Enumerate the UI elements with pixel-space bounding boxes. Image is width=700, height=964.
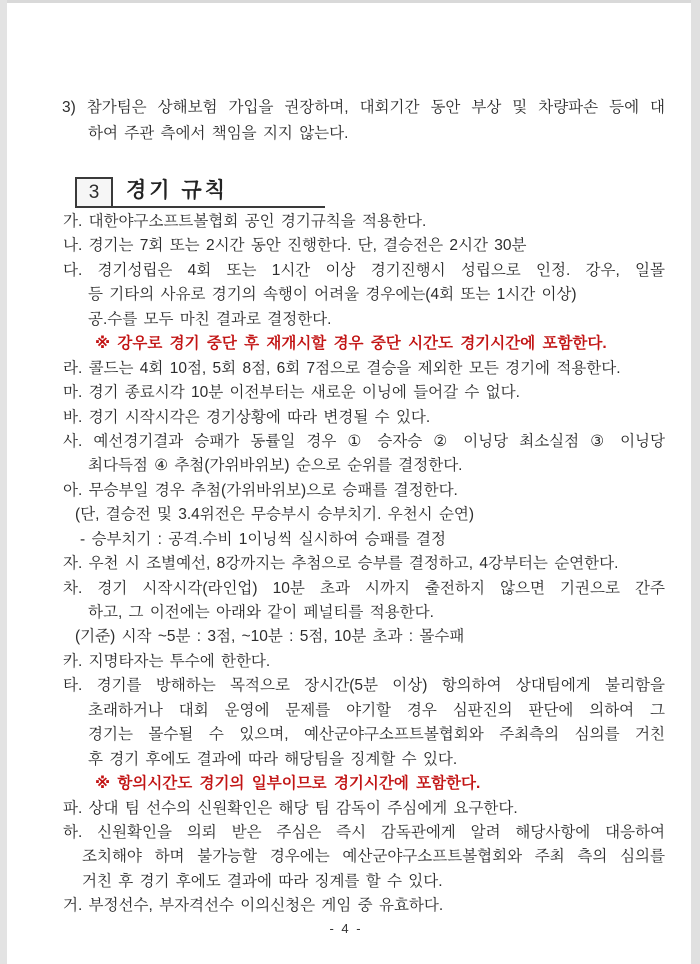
intro-line: 하여 주관 측에서 책임을 지지 않는다. [88, 125, 349, 142]
rule-line: 자. 우천 시 조별예선, 8강까지는 추첨으로 승부를 결정하고, 4강부터는 순연한다. [63, 555, 619, 573]
rule-line: 사. 예선경기결과 승패가 동률일 경우 ① 승자승 ② 이닝당 최소실점 ③ 이닝당 [63, 432, 665, 450]
rule-line: 파. 상대 팀 선수의 신원확인은 해당 팀 감독이 주심에게 요구한다. [63, 799, 518, 817]
rule-line: 카. 지명타자는 투수에 한한다. [63, 652, 271, 670]
rule-line: 경기는 몰수될 수 있으며, 예산군야구소프트볼협회와 주최측의 심의를 거친 [88, 726, 665, 744]
intro-paragraph [62, 95, 665, 147]
rule-line: 후 경기 후에도 결과에 따라 해당팀을 징계할 수 있다. [88, 750, 458, 768]
rule-line: 가. 대한야구소프트볼협회 공인 경기규칙을 적용한다. [63, 213, 427, 230]
rule-line: 거. 부정선수, 부자격선수 이의신청은 게임 중 유효하다. [63, 897, 444, 915]
section-header [75, 174, 325, 208]
rule-line: 라. 콜드는 4회 10점, 5회 8점, 6회 7점으로 결승을 제외한 모든 경기에 적용한다. [63, 359, 621, 377]
section-number-box [75, 177, 113, 206]
section-title: 경기 규칙 [126, 179, 228, 202]
rule-line: 등 기타의 사유로 경기의 속행이 어려울 경우에는(4회 또는 1시간 이상) [88, 286, 577, 304]
intro-line: 3) 참가팀은 상해보험 가입을 권장하며, 대회기간 동안 부상 및 차량파손 등에 대 [62, 99, 665, 116]
rule-line: 조치해야 하며 불가능할 경우에는 예산군야구소프트볼협회와 주최 측의 심의를 [82, 848, 665, 866]
section-number: 3 [88, 181, 100, 203]
scan-edge-top [7, 0, 691, 3]
rule-line: (기준) 시작 ~5분 : 3점, ~10분 : 5점, 10분 초과 : 몰수패 [75, 628, 465, 646]
rules-list [63, 210, 665, 919]
scan-edge-left [0, 0, 7, 964]
page-number: - 4 - [329, 921, 363, 936]
rule-line: 마. 경기 종료시각 10분 이전부터는 새로운 이닝에 들어갈 수 없다. [63, 384, 520, 402]
rule-line: 최다득점 ④ 추첨(가위바위보) 순으로 순위를 결정한다. [88, 457, 463, 475]
rule-line: 다. 경기성립은 4회 또는 1시간 이상 경기진행시 성립으로 인정. 강우, 일몰 [63, 261, 665, 279]
emphasis-note-line: ※ 강우로 경기 중단 후 재개시할 경우 중단 시간도 경기시간에 포함한다. [95, 335, 607, 353]
scan-edge-right [691, 0, 700, 964]
emphasis-note-line: ※ 항의시간도 경기의 일부이므로 경기시간에 포함한다. [95, 775, 481, 793]
rule-line: 초래하거나 대회 운영에 문제를 야기할 경우 심판진의 판단에 의하여 그 [88, 701, 665, 719]
rule-line: 공.수를 모두 마친 결과로 결정한다. [88, 310, 332, 328]
rule-line: (단, 결승전 및 3.4위전은 무승부시 승부치기. 우천시 순연) [75, 506, 475, 524]
rule-line: 하고, 그 이전에는 아래와 같이 페널티를 적용한다. [88, 604, 434, 621]
rule-line: 차. 경기 시작시각(라인업) 10분 초과 시까지 출전하지 않으면 기권으로 간주 [63, 579, 665, 597]
rule-line: - 승부치기 : 공격.수비 1이닝씩 실시하여 승패를 결정 [80, 530, 447, 548]
rule-line: 하. 신원확인을 의뢰 받은 주심은 즉시 감독관에게 알려 해당사항에 대응하여 [63, 823, 665, 841]
rule-line: 타. 경기를 방해하는 목적으로 장시간(5분 이상) 항의하여 상대팀에게 불리함을 [63, 677, 665, 695]
rule-line: 아. 무승부일 경우 추첨(가위바위보)으로 승패를 결정한다. [63, 481, 458, 499]
rule-line: 나. 경기는 7회 또는 2시간 동안 진행한다. 단, 결승전은 2시간 30분 [63, 237, 527, 255]
rule-line: 거친 후 경기 후에도 결과에 따라 징계를 할 수 있다. [82, 872, 443, 890]
rule-line: 바. 경기 시작시각은 경기상황에 따라 변경될 수 있다. [63, 408, 431, 426]
